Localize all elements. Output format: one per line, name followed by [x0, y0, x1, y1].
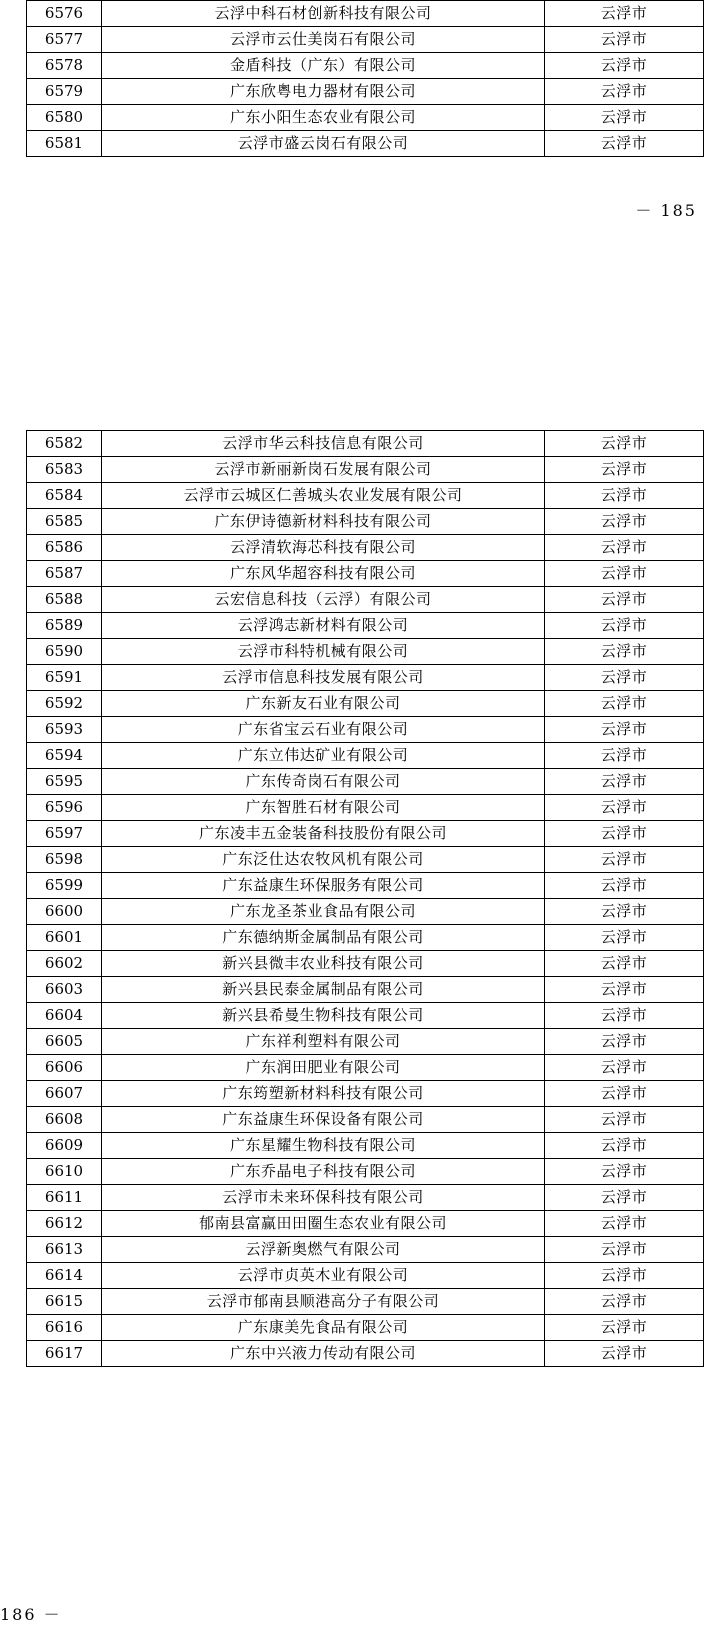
- cell-name: 云浮中科石材创新科技有限公司: [102, 1, 545, 27]
- cell-id: 6597: [27, 821, 102, 847]
- table-row: [27, 1081, 704, 1107]
- table-fragment-top: [26, 0, 704, 157]
- cell-id: 6606: [27, 1055, 102, 1081]
- enterprise-table-top: [26, 0, 704, 157]
- cell-city: 云浮市: [545, 79, 704, 105]
- cell-name: 云浮市云城区仁善城头农业发展有限公司: [102, 483, 545, 509]
- cell-name: 广东德纳斯金属制品有限公司: [102, 925, 545, 951]
- cell-id: 6608: [27, 1107, 102, 1133]
- cell-name: 新兴县民泰金属制品有限公司: [102, 977, 545, 1003]
- cell-id: 6607: [27, 1081, 102, 1107]
- cell-id: 6614: [27, 1263, 102, 1289]
- cell-city: 云浮市: [545, 1081, 704, 1107]
- cell-city: 云浮市: [545, 1055, 704, 1081]
- cell-city: 云浮市: [545, 431, 704, 457]
- cell-name: 广东益康生环保设备有限公司: [102, 1107, 545, 1133]
- cell-name: 广东筠塑新材料科技有限公司: [102, 1081, 545, 1107]
- cell-name: 云宏信息科技（云浮）有限公司: [102, 587, 545, 613]
- cell-name: 广东省宝云石业有限公司: [102, 717, 545, 743]
- table-row: [27, 1159, 704, 1185]
- cell-name: 广东传奇岗石有限公司: [102, 769, 545, 795]
- cell-city: 云浮市: [545, 1, 704, 27]
- cell-city: 云浮市: [545, 587, 704, 613]
- table-row: [27, 1029, 704, 1055]
- cell-city: 云浮市: [545, 53, 704, 79]
- page-number-top: － 185: [635, 201, 697, 220]
- cell-id: 6593: [27, 717, 102, 743]
- table-row: [27, 665, 704, 691]
- cell-city: 云浮市: [545, 691, 704, 717]
- cell-name: 云浮市贞英木业有限公司: [102, 1263, 545, 1289]
- table-row: [27, 587, 704, 613]
- cell-name: 广东乔晶电子科技有限公司: [102, 1159, 545, 1185]
- cell-city: 云浮市: [545, 899, 704, 925]
- table-row: [27, 899, 704, 925]
- table-row: [27, 561, 704, 587]
- cell-name: 云浮市未来环保科技有限公司: [102, 1185, 545, 1211]
- cell-name: 云浮清软海芯科技有限公司: [102, 535, 545, 561]
- cell-name: 云浮新奥燃气有限公司: [102, 1237, 545, 1263]
- cell-name: 广东泛仕达农牧风机有限公司: [102, 847, 545, 873]
- cell-city: 云浮市: [545, 27, 704, 53]
- cell-name: 广东润田肥业有限公司: [102, 1055, 545, 1081]
- cell-city: 云浮市: [545, 795, 704, 821]
- cell-id: 6580: [27, 105, 102, 131]
- enterprise-table-main: [26, 430, 704, 1367]
- cell-id: 6581: [27, 131, 102, 157]
- table-fragment-main: [26, 430, 704, 1367]
- cell-city: 云浮市: [545, 1289, 704, 1315]
- cell-city: 云浮市: [545, 665, 704, 691]
- cell-id: 6616: [27, 1315, 102, 1341]
- table-row: [27, 977, 704, 1003]
- cell-id: 6582: [27, 431, 102, 457]
- cell-id: 6588: [27, 587, 102, 613]
- cell-city: 云浮市: [545, 105, 704, 131]
- cell-name: 新兴县希曼生物科技有限公司: [102, 1003, 545, 1029]
- table-row: [27, 743, 704, 769]
- table-row: [27, 457, 704, 483]
- table-row: [27, 1133, 704, 1159]
- cell-city: 云浮市: [545, 561, 704, 587]
- cell-id: 6599: [27, 873, 102, 899]
- cell-name: 广东智胜石材有限公司: [102, 795, 545, 821]
- table-row: [27, 1289, 704, 1315]
- table-row: [27, 691, 704, 717]
- table-row: [27, 1107, 704, 1133]
- cell-id: 6598: [27, 847, 102, 873]
- cell-city: 云浮市: [545, 1237, 704, 1263]
- cell-id: 6613: [27, 1237, 102, 1263]
- cell-id: 6585: [27, 509, 102, 535]
- table-row: [27, 821, 704, 847]
- cell-city: 云浮市: [545, 509, 704, 535]
- cell-name: 云浮市盛云岗石有限公司: [102, 131, 545, 157]
- table-body-main: [27, 431, 704, 1367]
- cell-id: 6611: [27, 1185, 102, 1211]
- table-row: [27, 795, 704, 821]
- cell-id: 6605: [27, 1029, 102, 1055]
- table-row: [27, 535, 704, 561]
- cell-name: 广东风华超容科技有限公司: [102, 561, 545, 587]
- table-row: [27, 27, 704, 53]
- page-number-bottom-label: 186 －: [0, 1605, 62, 1624]
- table-row: [27, 1315, 704, 1341]
- cell-id: 6586: [27, 535, 102, 561]
- cell-name: 新兴县微丰农业科技有限公司: [102, 951, 545, 977]
- cell-id: 6584: [27, 483, 102, 509]
- table-row: [27, 1055, 704, 1081]
- cell-id: 6617: [27, 1341, 102, 1367]
- cell-id: 6610: [27, 1159, 102, 1185]
- cell-id: 6590: [27, 639, 102, 665]
- cell-name: 广东星耀生物科技有限公司: [102, 1133, 545, 1159]
- cell-id: 6615: [27, 1289, 102, 1315]
- cell-name: 广东康美先食品有限公司: [102, 1315, 545, 1341]
- table-row: [27, 951, 704, 977]
- cell-id: 6587: [27, 561, 102, 587]
- cell-name: 云浮市信息科技发展有限公司: [102, 665, 545, 691]
- cell-city: 云浮市: [545, 131, 704, 157]
- cell-city: 云浮市: [545, 717, 704, 743]
- table-row: [27, 53, 704, 79]
- cell-city: 云浮市: [545, 457, 704, 483]
- table-row: [27, 1237, 704, 1263]
- table-row: [27, 873, 704, 899]
- cell-id: 6578: [27, 53, 102, 79]
- cell-name: 广东欣粤电力器材有限公司: [102, 79, 545, 105]
- cell-id: 6576: [27, 1, 102, 27]
- cell-city: 云浮市: [545, 821, 704, 847]
- table-body-top: [27, 1, 704, 157]
- table-row: [27, 847, 704, 873]
- cell-id: 6594: [27, 743, 102, 769]
- cell-name: 云浮鸿志新材料有限公司: [102, 613, 545, 639]
- cell-name: 广东益康生环保服务有限公司: [102, 873, 545, 899]
- table-row: [27, 131, 704, 157]
- table-row: [27, 1003, 704, 1029]
- cell-name: 广东龙圣茶业食品有限公司: [102, 899, 545, 925]
- cell-city: 云浮市: [545, 769, 704, 795]
- cell-id: 6596: [27, 795, 102, 821]
- cell-name: 广东凌丰五金装备科技股份有限公司: [102, 821, 545, 847]
- cell-id: 6591: [27, 665, 102, 691]
- cell-name: 云浮市云仕美岗石有限公司: [102, 27, 545, 53]
- cell-id: 6595: [27, 769, 102, 795]
- cell-city: 云浮市: [545, 483, 704, 509]
- cell-city: 云浮市: [545, 847, 704, 873]
- table-row: [27, 639, 704, 665]
- cell-name: 广东伊诗德新材料科技有限公司: [102, 509, 545, 535]
- cell-name: 云浮市华云科技信息有限公司: [102, 431, 545, 457]
- table-row: [27, 1211, 704, 1237]
- cell-id: 6589: [27, 613, 102, 639]
- table-row: [27, 431, 704, 457]
- cell-id: 6603: [27, 977, 102, 1003]
- table-row: [27, 105, 704, 131]
- cell-city: 云浮市: [545, 873, 704, 899]
- cell-city: 云浮市: [545, 1341, 704, 1367]
- cell-name: 广东小阳生态农业有限公司: [102, 105, 545, 131]
- table-row: [27, 613, 704, 639]
- cell-id: 6601: [27, 925, 102, 951]
- cell-name: 金盾科技（广东）有限公司: [102, 53, 545, 79]
- page-number-bottom: [0, 1602, 723, 1625]
- table-row: [27, 1, 704, 27]
- cell-id: 6583: [27, 457, 102, 483]
- cell-city: 云浮市: [545, 1107, 704, 1133]
- cell-city: 云浮市: [545, 1263, 704, 1289]
- cell-id: 6592: [27, 691, 102, 717]
- cell-name: 云浮市新丽新岗石发展有限公司: [102, 457, 545, 483]
- cell-city: 云浮市: [545, 1133, 704, 1159]
- cell-city: 云浮市: [545, 639, 704, 665]
- cell-name: 云浮市科特机械有限公司: [102, 639, 545, 665]
- cell-city: 云浮市: [545, 535, 704, 561]
- cell-name: 广东新友石业有限公司: [102, 691, 545, 717]
- cell-id: 6604: [27, 1003, 102, 1029]
- cell-city: 云浮市: [545, 925, 704, 951]
- cell-city: 云浮市: [545, 743, 704, 769]
- table-row: [27, 79, 704, 105]
- cell-city: 云浮市: [545, 1185, 704, 1211]
- cell-city: 云浮市: [545, 1159, 704, 1185]
- cell-city: 云浮市: [545, 613, 704, 639]
- cell-city: 云浮市: [545, 1315, 704, 1341]
- table-row: [27, 1185, 704, 1211]
- cell-city: 云浮市: [545, 951, 704, 977]
- table-row: [27, 1263, 704, 1289]
- cell-id: 6602: [27, 951, 102, 977]
- cell-name: 广东中兴液力传动有限公司: [102, 1341, 545, 1367]
- table-row: [27, 717, 704, 743]
- cell-city: 云浮市: [545, 1211, 704, 1237]
- table-row: [27, 925, 704, 951]
- cell-city: 云浮市: [545, 977, 704, 1003]
- table-row: [27, 483, 704, 509]
- cell-id: 6577: [27, 27, 102, 53]
- cell-name: 广东祥利塑料有限公司: [102, 1029, 545, 1055]
- cell-id: 6600: [27, 899, 102, 925]
- cell-id: 6609: [27, 1133, 102, 1159]
- cell-name: 广东立伟达矿业有限公司: [102, 743, 545, 769]
- cell-city: 云浮市: [545, 1029, 704, 1055]
- cell-id: 6579: [27, 79, 102, 105]
- cell-id: 6612: [27, 1211, 102, 1237]
- cell-city: 云浮市: [545, 1003, 704, 1029]
- table-row: [27, 769, 704, 795]
- table-row: [27, 1341, 704, 1367]
- cell-name: 郁南县富赢田田圈生态农业有限公司: [102, 1211, 545, 1237]
- cell-name: 云浮市郁南县顺港高分子有限公司: [102, 1289, 545, 1315]
- table-row: [27, 509, 704, 535]
